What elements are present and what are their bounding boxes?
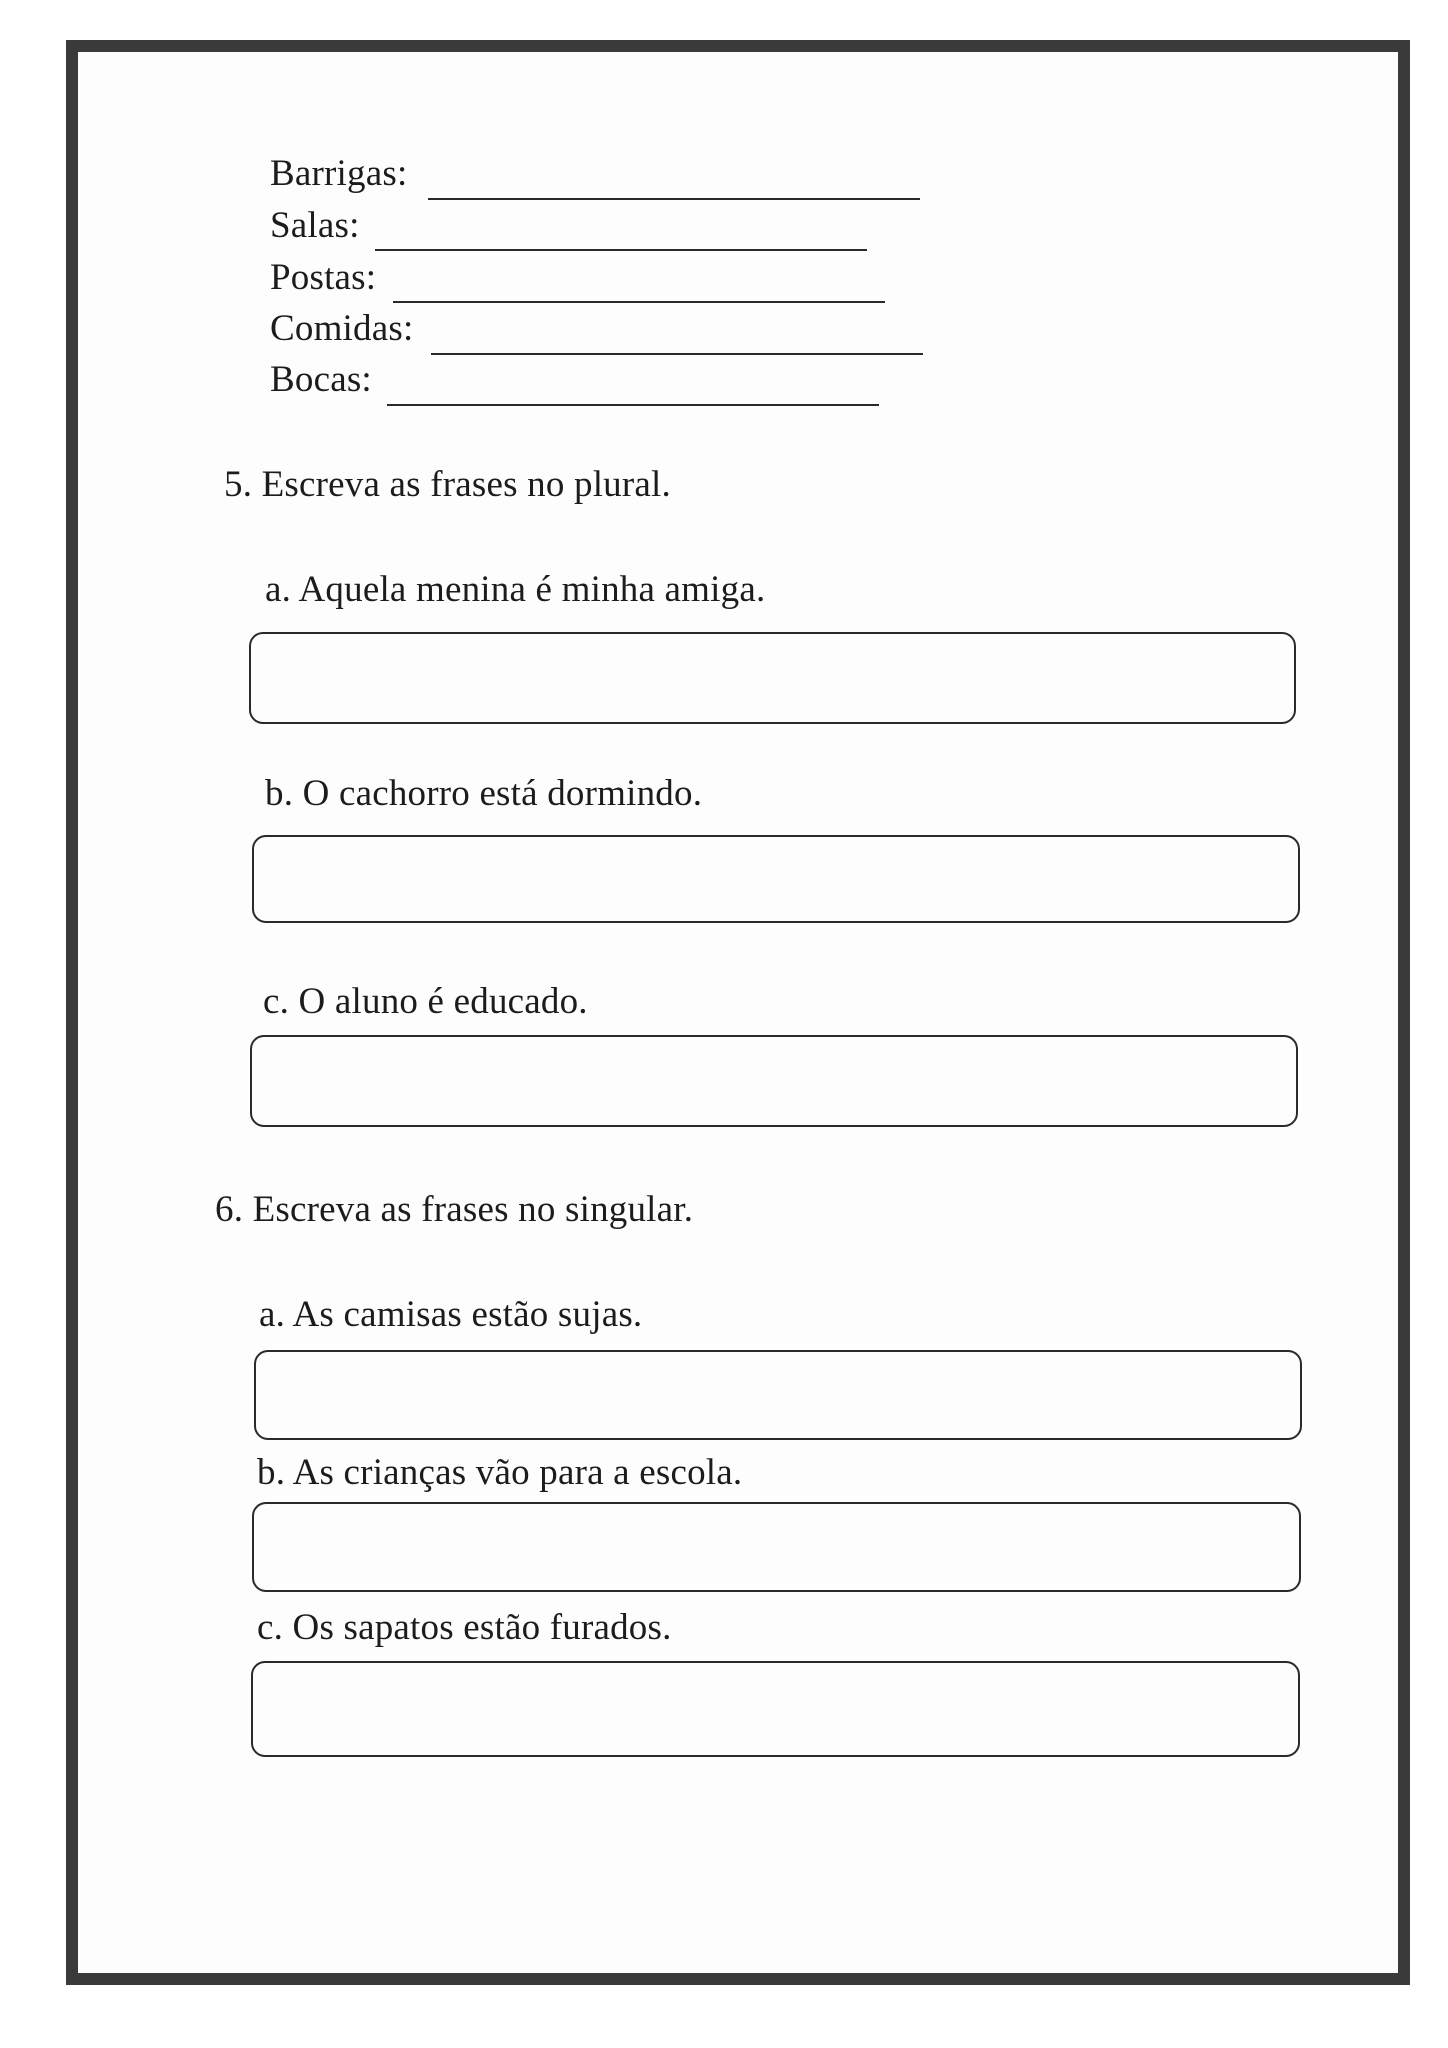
item-letter: c.	[263, 981, 290, 1022]
exercise5-number: 5.	[224, 464, 253, 505]
exercise6-heading	[215, 1191, 693, 1228]
answer-line-barrigas[interactable]	[428, 198, 920, 200]
exercise6-answer-box-c[interactable]	[251, 1661, 1300, 1757]
exercise6-answer-box-a[interactable]	[254, 1350, 1302, 1440]
exercise6-item-a	[259, 1296, 642, 1333]
word-label-comidas: Comidas:	[270, 308, 414, 349]
word-label-bocas: Bocas:	[270, 359, 372, 400]
item-letter: a.	[259, 1294, 286, 1335]
answer-line-bocas[interactable]	[387, 404, 879, 406]
word-label-barrigas: Barrigas:	[270, 153, 408, 194]
item-letter: a.	[265, 569, 292, 610]
exercise5-item-b	[265, 775, 702, 812]
exercise5-answer-box-c[interactable]	[250, 1035, 1298, 1127]
item-letter: b.	[265, 773, 294, 814]
item-sentence: As camisas estão sujas.	[292, 1294, 643, 1335]
exercise6-instruction: Escreva as frases no singular.	[252, 1189, 694, 1230]
exercise5-answer-box-b[interactable]	[252, 835, 1300, 923]
answer-line-salas[interactable]	[375, 249, 867, 251]
answer-line-postas[interactable]	[393, 301, 885, 303]
item-sentence: As crianças vão para a escola.	[292, 1452, 743, 1493]
exercise6-number: 6.	[215, 1189, 244, 1230]
item-sentence: O aluno é educado.	[298, 981, 588, 1022]
exercise6-item-b	[257, 1454, 742, 1491]
exercise5-answer-box-a[interactable]	[249, 632, 1296, 724]
exercise5-item-a	[265, 571, 765, 608]
word-label-postas: Postas:	[270, 257, 377, 298]
exercise5-heading	[224, 466, 671, 503]
item-sentence: O cachorro está dormindo.	[302, 773, 703, 814]
word-label-salas: Salas:	[270, 205, 360, 246]
item-letter: b.	[257, 1452, 286, 1493]
exercise6-answer-box-b[interactable]	[252, 1502, 1301, 1592]
exercise5-item-c	[263, 983, 588, 1020]
answer-line-comidas[interactable]	[431, 353, 923, 355]
exercise6-item-c	[257, 1609, 672, 1646]
item-sentence: Os sapatos estão furados.	[292, 1607, 672, 1648]
item-letter: c.	[257, 1607, 284, 1648]
item-sentence: Aquela menina é minha amiga.	[298, 569, 766, 610]
exercise5-instruction: Escreva as frases no plural.	[261, 464, 671, 505]
